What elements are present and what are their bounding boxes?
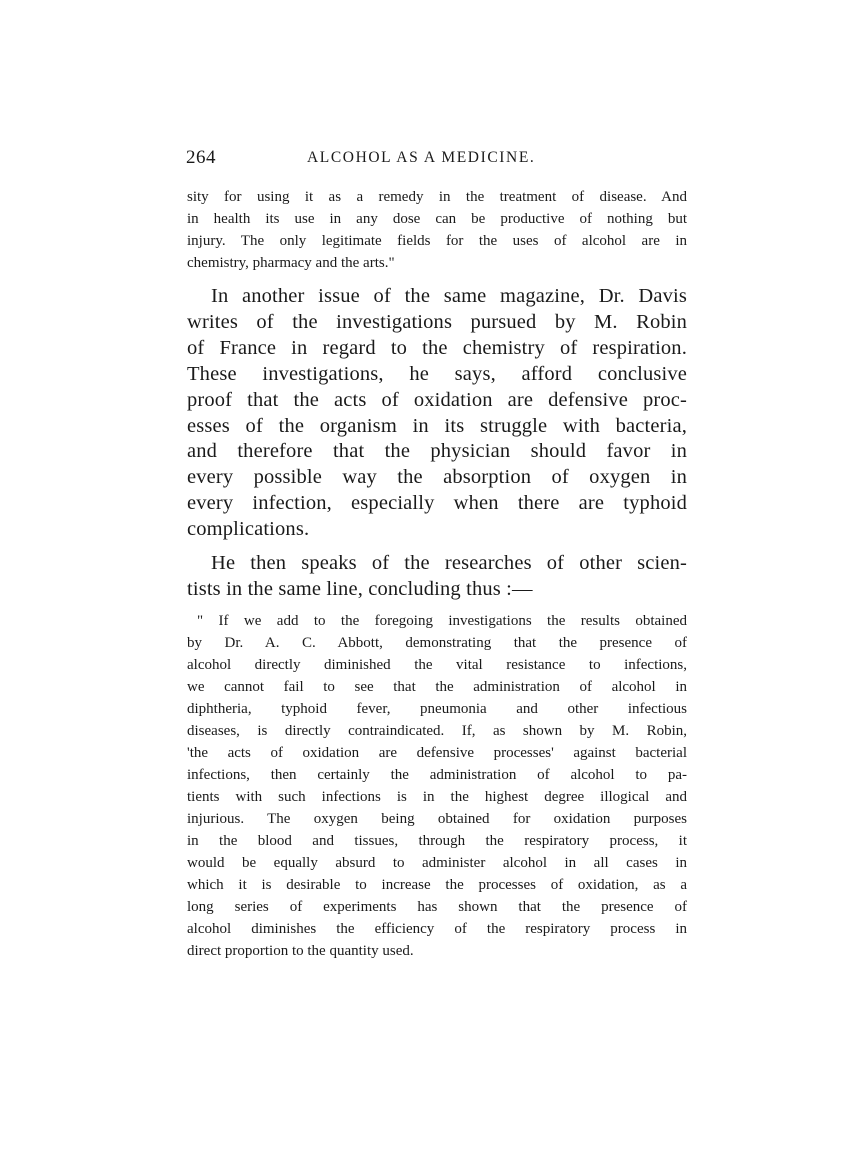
text-line: " If we add to the foregoing investigations the results obtained bbox=[197, 613, 687, 629]
text-line: every possible way the absorption of oxygen in bbox=[187, 466, 687, 489]
text-line: long series of experiments has shown that the presence of bbox=[187, 899, 687, 915]
running-title: ALCOHOL AS A MEDICINE. bbox=[307, 149, 536, 166]
text-line: every infection, especially when there are typhoid bbox=[187, 492, 687, 515]
text-line: and therefore that the physician should favor in bbox=[187, 440, 687, 463]
text-line: diphtheria, typhoid fever, pneumonia and other infectious bbox=[187, 701, 687, 717]
text-line: diseases, is directly contraindicated. If, as shown by M. Robin, bbox=[187, 723, 687, 739]
page-number: 264 bbox=[186, 147, 216, 168]
text-line: in health its use in any dose can be productive of nothing but bbox=[187, 211, 687, 227]
text-line: of France in regard to the chemistry of respiration. bbox=[187, 336, 687, 359]
text-line: In another issue of the same magazine, Dr. Davis bbox=[211, 285, 687, 307]
text-line: tients with such infections is in the highest degree illogical and bbox=[187, 789, 687, 805]
text-line: injury. The only legitimate fields for the uses of alcohol are in bbox=[187, 233, 687, 249]
text-line: in the blood and tissues, through the respiratory process, it bbox=[187, 833, 687, 849]
text-line: complications. bbox=[187, 518, 310, 541]
text-line: alcohol directly diminished the vital resistance to infections, bbox=[187, 657, 687, 673]
text-line: by Dr. A. C. Abbott, demonstrating that the presence of bbox=[187, 635, 687, 651]
quote-continuation bbox=[187, 186, 687, 274]
text-line: writes of the investigations pursued by M. Robin bbox=[187, 310, 687, 333]
text-line: He then speaks of the researches of other scien- bbox=[211, 552, 687, 574]
paragraph-researches bbox=[187, 551, 687, 603]
text-line: tists in the same line, concluding thus :— bbox=[187, 577, 533, 600]
running-head bbox=[186, 147, 686, 171]
text-line: esses of the organism in its struggle with bacteria, bbox=[187, 414, 687, 437]
text-line: which it is desirable to increase the processes of oxidation, as a bbox=[187, 877, 687, 893]
paragraph-davis bbox=[187, 284, 687, 543]
text-line: proof that the acts of oxidation are defensive proc- bbox=[187, 388, 687, 411]
text-line: would be equally absurd to administer alcohol in all cases in bbox=[187, 855, 687, 871]
text-line: 'the acts of oxidation are defensive processes' against bacterial bbox=[187, 745, 687, 761]
text-line: infections, then certainly the administration of alcohol to pa- bbox=[187, 767, 687, 783]
text-line: we cannot fail to see that the administration of alcohol in bbox=[187, 679, 687, 695]
text-line: injurious. The oxygen being obtained for oxidation purposes bbox=[187, 811, 687, 827]
text-line: sity for using it as a remedy in the treatment of disease. And bbox=[187, 189, 687, 205]
block-quote bbox=[187, 610, 687, 962]
text-line: chemistry, pharmacy and the arts." bbox=[187, 255, 395, 271]
text-line: These investigations, he says, afford conclusive bbox=[187, 362, 687, 385]
text-line: alcohol diminishes the efficiency of the respiratory process in bbox=[187, 921, 687, 937]
text-line: direct proportion to the quantity used. bbox=[187, 943, 414, 959]
